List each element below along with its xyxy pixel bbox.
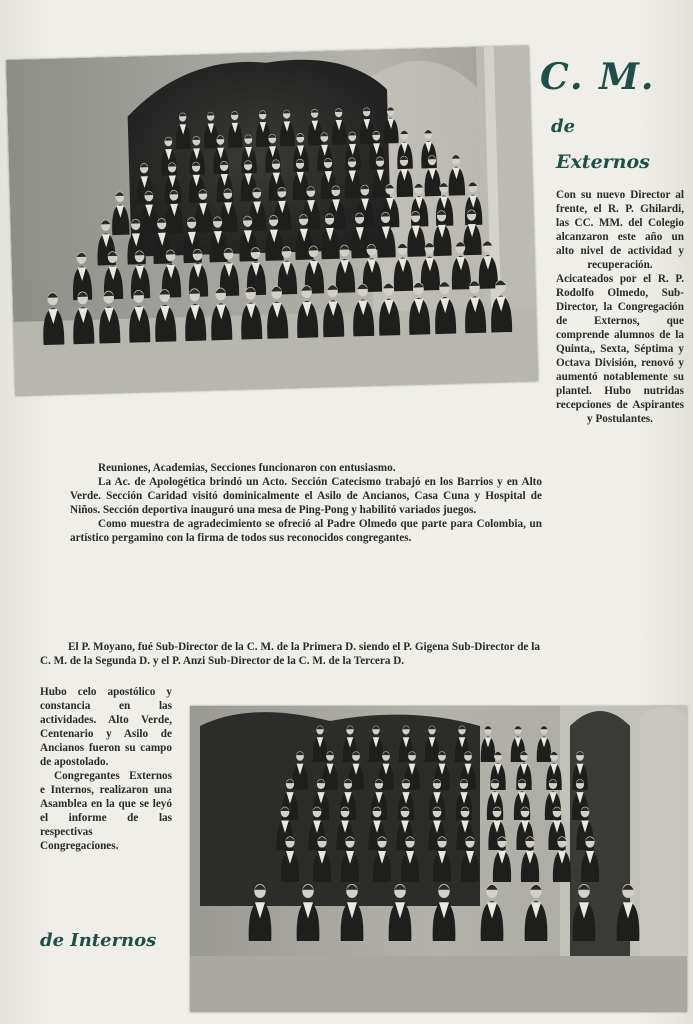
activities-text xyxy=(70,461,542,545)
activities-paragraph-2: La Ac. de Apologética brindó un Acto. Sección Catecismo trabajó en los Barrios y en Alto Verde. Sección Caridad visitó dominicalmente el Asilo de Ancianos, Casa Cuna y Hospital de Niños. Sección deportiva inauguró una mesa de Ping-Pong y habilitó variados juegos. xyxy=(70,476,542,516)
internos-paragraph-2: Congregantes Externos e Internos, realizaron una Asamblea en la que se leyó el informe de las respectivas Congregaciones. xyxy=(40,770,172,852)
externos-paragraph-2: Acicateados por el R. P. Rodolfo Olmedo, Sub-Director, la Congregación de Externos, que comprende alumnos de la Quinta,, Sexta, Séptima y Octava División, renovó y aumentó notablemente su plantel. Hubo nutridas recepciones de Aspirantes y Postulantes. xyxy=(556,273,684,425)
cm-title: C. M. xyxy=(540,56,656,98)
photo-internos-group xyxy=(190,706,687,1012)
photo-externos-group xyxy=(6,45,538,395)
internos-paragraph-1: Hubo celo apostólico y constancia en las actividades. Alto Verde, Centenario y Asilo de Ancianos fueron su campo de apostolado. xyxy=(40,686,172,768)
externos-title: Externos xyxy=(556,151,650,173)
internos-description xyxy=(40,685,172,853)
activities-paragraph-3: Como muestra de agradecimiento se ofreció al Padre Olmedo que parte para Colombia, un artístico pergamino con la firma de todos sus reconocidos congregantes. xyxy=(70,518,542,544)
externos-paragraph-1: Con su nuevo Director al frente, el R. P. Ghilardi, las CC. MM. del Colegio alcanzaron este año un alto nivel de actividad y recuperación. xyxy=(556,189,684,271)
internos-title: de Internos xyxy=(40,930,157,951)
de-title: de xyxy=(551,116,576,137)
activities-paragraph-1: Reuniones, Academias, Secciones funcionaron con entusiasmo. xyxy=(98,462,396,474)
subdirectors-paragraph: El P. Moyano, fué Sub-Director de la C. M. de la Primera D. siendo el P. Gigena Sub-Director de la C. M. de la Segunda D. y el P. Anzi Sub-Director de la C. M. de la Tercera D. xyxy=(40,641,540,667)
externos-description xyxy=(556,188,684,426)
